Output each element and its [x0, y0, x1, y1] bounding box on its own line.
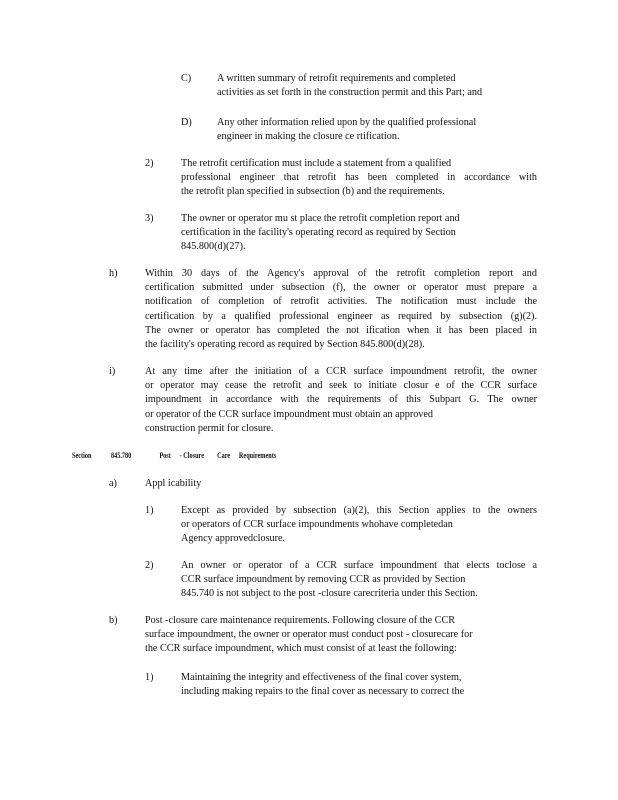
section-title-part: Requirements	[238, 451, 277, 460]
item-text-line: surface impoundment, the owner or operator must conduct post - closurecare for	[145, 629, 473, 641]
item-text-line: Agency approvedclosure.	[181, 533, 286, 545]
item-text-line: or operators of CCR surface impoundments whohave completedan	[181, 519, 453, 531]
item-label: 1)	[145, 505, 154, 516]
item-text-line: Maintaining the integrity and effectiveness of the final cover system,	[181, 672, 462, 683]
item-text-line: including making repairs to the final cover as necessary to correct the	[181, 686, 465, 698]
item-text-line: 845.800(d)(27).	[181, 241, 246, 253]
item-text-line: notification of completion of retrofit activities. The notification must include the	[145, 296, 537, 308]
item-label: 2)	[145, 158, 154, 169]
item-text-line: engineer in making the closure ce rtification.	[217, 131, 400, 143]
section-label: Section	[72, 451, 92, 460]
item-text-line: Post -closure care maintenance requirements. Following closure of the CCR	[145, 615, 456, 626]
item-label: b)	[109, 615, 118, 626]
item-text-line: The owner or operator mu st place the retrofit completion report and	[181, 213, 460, 224]
item-text-line: Any other information relied upon by the qualified professional	[217, 117, 477, 128]
item-text-line: Within 30 days of the Agency's approval of the retrofit completion report and	[145, 268, 537, 279]
item-label: 2)	[145, 560, 154, 571]
item-label: D)	[181, 117, 192, 128]
item-text-line: An owner or operator of a CCR surface impoundment that elects toclose a	[181, 560, 537, 571]
item-text-line: 845.740 is not subject to the post -closure carecriteria under this Section.	[181, 588, 478, 600]
item-text-line: or operator may cease the retrofit and seek to initiate closur e of the CCR surface	[145, 380, 537, 392]
item-text-line: professional engineer that retrofit has been completed in accordance with	[181, 172, 537, 184]
section-title-part: - Closure	[179, 451, 204, 460]
item-label: a)	[109, 478, 117, 489]
item-text-line: certification submitted under subsection (f), the owner or operator must prepare a	[145, 282, 537, 294]
section-heading	[72, 450, 277, 464]
item-text-line: activities as set forth in the construction permit and this Part; and	[217, 87, 483, 99]
section-number: 845.780	[111, 451, 132, 460]
item-text-line: certification by a qualified professional engineer as required by subsection (g)(2).	[145, 310, 537, 322]
item-text-line: construction permit for closure.	[145, 422, 274, 434]
item-label: 3)	[145, 213, 154, 224]
item-text-line: Except as provided by subsection (a)(2), this Section applies to the owners	[181, 505, 537, 516]
item-text-line: At any time after the initiation of a CCR surface impoundment retrofit, the owner	[145, 366, 537, 377]
item-text-line: the CCR surface impoundment, which must consist of at least the following:	[145, 643, 457, 655]
item-text-line: or operator of the CCR surface impoundment must obtain an approved	[145, 408, 434, 420]
section-title-part: Post	[159, 451, 171, 460]
item-text-line: certification in the facility's operating record as required by Section	[181, 227, 456, 239]
item-text-line: The owner or operator has completed the not ification when it has been placed in	[145, 324, 537, 336]
section-title-part: Care	[217, 451, 231, 460]
item-text-line: the facility's operating record as required by Section 845.800(d)(28).	[145, 339, 425, 351]
item-label: h)	[109, 268, 118, 279]
item-text-line: CCR surface impoundment by removing CCR as provided by Section	[181, 574, 466, 586]
item-label: C)	[181, 73, 192, 84]
item-text-line: The retrofit certification must include a statement from a qualified	[181, 158, 452, 169]
item-text-line: A written summary of retrofit requirements and completed	[217, 73, 456, 84]
item-text-line: the retrofit plan specified in subsection (b) and the requirements.	[181, 186, 445, 198]
item-label: 1)	[145, 672, 154, 683]
item-text-line: Appl icability	[145, 478, 202, 489]
item-label: i)	[109, 366, 116, 377]
item-text-line: impoundment in accordance with the requirements of this Subpart G. The owner	[145, 394, 537, 406]
